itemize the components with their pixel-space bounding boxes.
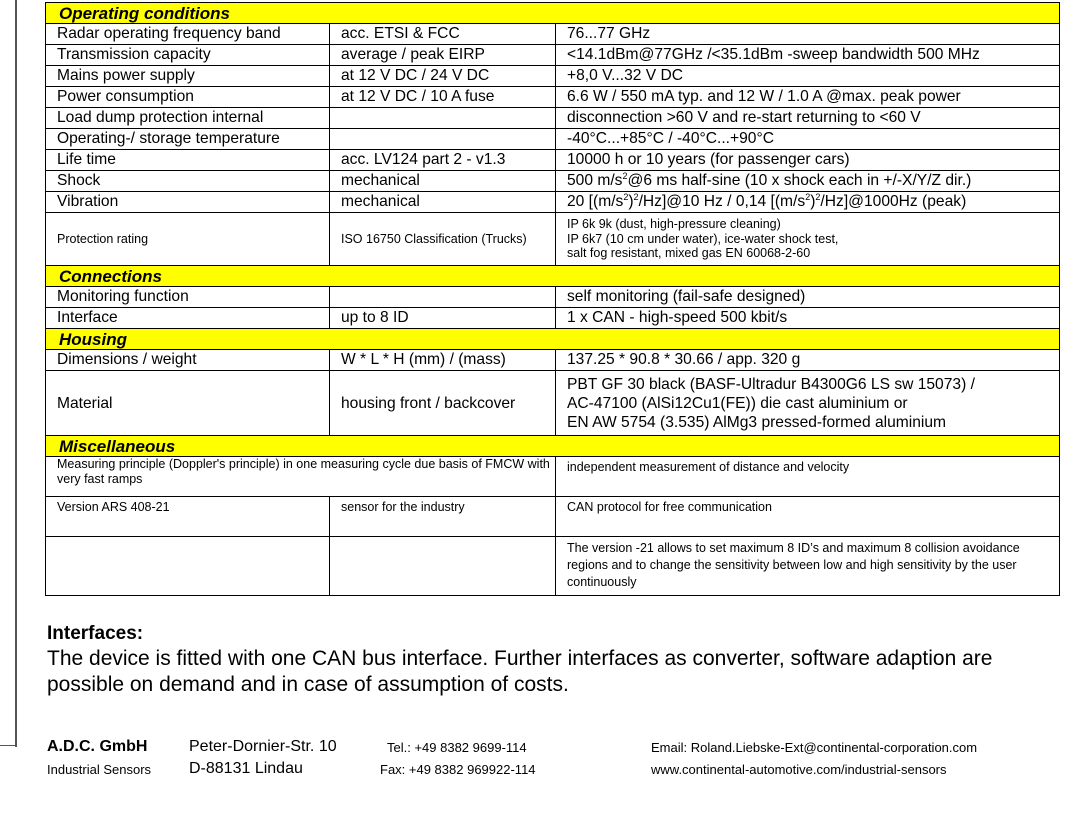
spec-table [45,2,1060,596]
value-line: PBT GF 30 black (BASF-Ultradur B4300G6 LS sw 15073) / [567,375,975,393]
param-cell [46,537,330,596]
table-row [46,350,1060,371]
value-cell [556,192,1060,213]
telephone: Tel.: +49 8382 9699-114 [387,740,527,755]
param-cell: Shock [46,171,330,192]
condition-cell [330,287,556,308]
param-cell: Measuring principle (Doppler's principle) in one measuring cycle due basis of FMCW with very fast ramps [46,457,556,497]
param-cell: Version ARS 408-21 [46,497,330,537]
table-row [46,308,1060,329]
table-row [46,66,1060,87]
value-line: IP 6k7 (10 cm under water), ice-water shock test, [567,231,839,246]
section-header-housing [46,329,1060,350]
value-cell [556,171,1060,192]
condition-cell: ISO 16750 Classification (Trucks) [330,213,556,266]
table-row [46,537,1060,596]
email-link[interactable]: Email: Roland.Liebske-Ext@continental-corporation.com [651,740,978,755]
param-cell: Material [46,371,330,436]
param-cell: Monitoring function [46,287,330,308]
value-cell: 6.6 W / 550 mA typ. and 12 W / 1.0 A @max. peak power [556,87,1060,108]
param-cell: Dimensions / weight [46,350,330,371]
table-row [46,371,1060,436]
table-row [46,171,1060,192]
value-line: salt fog resistant, mixed gas EN 60068-2-60 [567,246,811,261]
param-cell: Radar operating frequency band [46,24,330,45]
value-line: IP 6k 9k (dust, high-pressure cleaning) [567,217,781,232]
value-text: @6 ms half-sine (10 x shock each in +/-X/Y/Z dir.) [627,172,972,189]
fax: Fax: +49 8382 969922-114 [380,762,536,777]
param-cell: Mains power supply [46,66,330,87]
condition-cell: acc. LV124 part 2 - v1.3 [330,150,556,171]
condition-cell [330,108,556,129]
param-cell: Transmission capacity [46,45,330,66]
param-cell: Vibration [46,192,330,213]
table-row [46,457,1060,497]
value-text: 20 [(m/s [567,193,624,210]
value-cell [556,213,1060,266]
superscript: 2 [623,192,629,202]
value-cell: 137.25 * 90.8 * 30.66 / app. 320 g [556,350,1060,371]
value-text: 500 m/s [567,172,623,189]
condition-cell: acc. ETSI & FCC [330,24,556,45]
value-cell: self monitoring (fail-safe designed) [556,287,1060,308]
value-text: /Hz]@10 Hz / 0,14 [(m/s [638,193,806,210]
section-header-misc [46,436,1060,457]
table-row [46,24,1060,45]
table-row [46,150,1060,171]
condition-cell: sensor for the industry [330,497,556,537]
param-cell: Interface [46,308,330,329]
value-line: AC-47100 (AlSi12Cu1(FE)) die cast aluminium or [567,394,908,412]
value-cell: 76...77 GHz [556,24,1060,45]
street-address: Peter-Dornier-Str. 10 [189,738,337,755]
value-cell: <14.1dBm@77GHz /<35.1dBm -sweep bandwidth 500 MHz [556,45,1060,66]
section-title: Miscellaneous [46,436,1060,457]
param-cell: Life time [46,150,330,171]
interfaces-section [47,622,1047,698]
section-title: Connections [46,266,1060,287]
table-row [46,287,1060,308]
table-row [46,497,1060,537]
interfaces-heading: Interfaces: [47,623,144,644]
table-row [46,192,1060,213]
condition-cell: housing front / backcover [330,371,556,436]
condition-cell [330,129,556,150]
footer-line-1 [47,738,1057,760]
value-cell: independent measurement of distance and velocity [556,457,1060,497]
table-row [46,87,1060,108]
page-margin-rule [15,0,17,747]
interfaces-text: The device is fitted with one CAN bus interface. Further interfaces as converter, software adaption are possible on demand and in case of assumption of costs. [47,647,993,696]
condition-cell: mechanical [330,171,556,192]
table-row [46,129,1060,150]
superscript: 2 [622,171,628,181]
superscript: 2 [805,192,811,202]
value-cell: -40°C...+85°C / -40°C...+90°C [556,129,1060,150]
value-line: EN AW 5754 (3.535) AlMg3 pressed-formed aluminium [567,413,947,431]
division-name: Industrial Sensors [47,762,152,777]
value-cell: disconnection >60 V and re-start returning to <60 V [556,108,1060,129]
param-cell: Load dump protection internal [46,108,330,129]
superscript: 2 [815,192,821,202]
condition-cell: mechanical [330,192,556,213]
value-cell [556,371,1060,436]
section-header-connections [46,266,1060,287]
condition-cell: at 12 V DC / 24 V DC [330,66,556,87]
value-cell: The version -21 allows to set maximum 8 ID’s and maximum 8 collision avoidance regions and to change the sensitivity between low and high sensitivity by the user continuously [556,537,1060,596]
superscript: 2 [633,192,639,202]
company-name: A.D.C. GmbH [47,738,148,755]
table-row [46,108,1060,129]
param-cell: Power consumption [46,87,330,108]
table-row [46,45,1060,66]
section-header-operating [46,3,1060,24]
value-text: /Hz]@1000Hz (peak) [820,193,967,210]
city-address: D-88131 Lindau [189,760,303,777]
footer [47,738,1057,782]
value-text: ) [628,193,634,210]
condition-cell: up to 8 ID [330,308,556,329]
param-cell: Protection rating [46,213,330,266]
condition-cell: average / peak EIRP [330,45,556,66]
table-row [46,213,1060,266]
condition-cell [330,537,556,596]
value-cell: 1 x CAN - high-speed 500 kbit/s [556,308,1060,329]
website-link[interactable]: www.continental-automotive.com/industrial-sensors [651,762,947,777]
section-title: Housing [46,329,1060,350]
section-title: Operating conditions [46,3,1060,24]
value-cell: CAN protocol for free communication [556,497,1060,537]
value-cell: 10000 h or 10 years (for passenger cars) [556,150,1060,171]
param-cell: Operating-/ storage temperature [46,129,330,150]
value-text: ) [810,193,816,210]
condition-cell: W * L * H (mm) / (mass) [330,350,556,371]
footer-line-2 [47,760,1057,782]
page-margin-rule-foot [0,745,17,746]
value-cell: +8,0 V...32 V DC [556,66,1060,87]
condition-cell: at 12 V DC / 10 A fuse [330,87,556,108]
